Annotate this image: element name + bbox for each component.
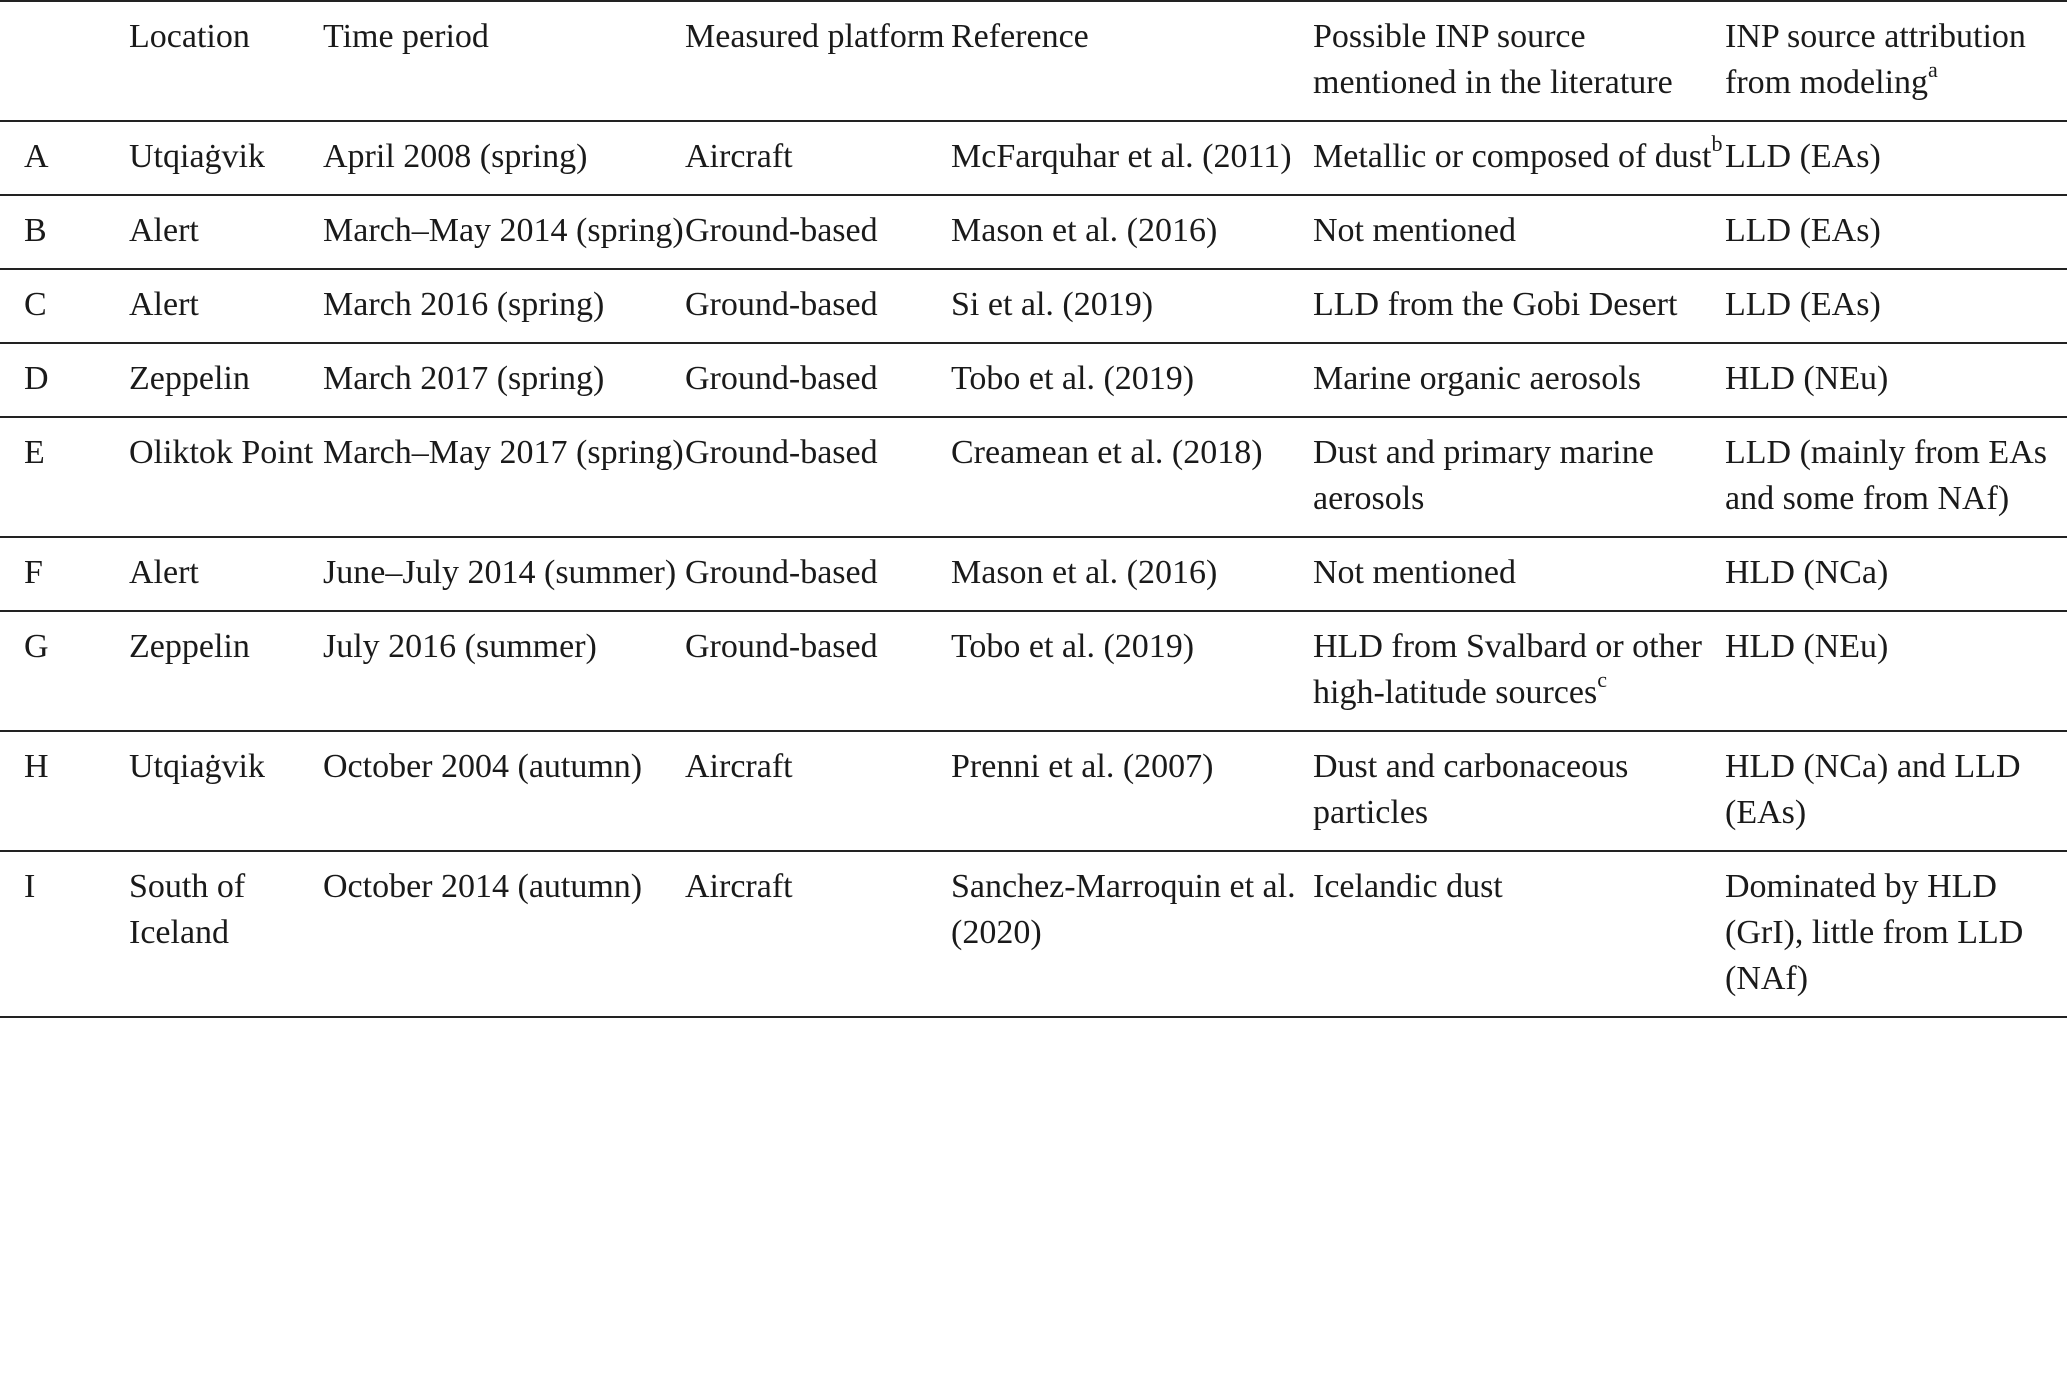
cell-platform-text: Aircraft — [685, 868, 793, 905]
cell-attribution-text: Dominated by HLD (GrI), little from LLD (NAf) — [1725, 868, 2024, 997]
cell-platform — [685, 269, 951, 343]
cell-reference — [951, 851, 1313, 1017]
table-body — [0, 121, 2067, 1017]
cell-reference — [951, 195, 1313, 269]
cell-location — [129, 731, 323, 851]
cell-id — [0, 537, 129, 611]
cell-attribution — [1725, 611, 2067, 731]
cell-attribution — [1725, 417, 2067, 537]
cell-inp-source — [1313, 851, 1725, 1017]
cell-platform — [685, 537, 951, 611]
cell-attribution-text: HLD (NEu) — [1725, 628, 1889, 665]
cell-platform-text: Ground-based — [685, 554, 878, 591]
cell-location-text: Utqiaġvik — [129, 138, 265, 175]
cell-location — [129, 121, 323, 195]
table-row — [0, 269, 2067, 343]
cell-reference-text: Si et al. (2019) — [951, 286, 1154, 323]
cell-id — [0, 611, 129, 731]
cell-id — [0, 195, 129, 269]
cell-id — [0, 731, 129, 851]
cell-location — [129, 195, 323, 269]
header-reference: Reference — [951, 1, 1313, 121]
cell-id-text: H — [24, 748, 49, 785]
cell-attribution-text: LLD (mainly from EAs and some from NAf) — [1725, 434, 2047, 517]
cell-location — [129, 611, 323, 731]
cell-reference-text: Mason et al. (2016) — [951, 554, 1218, 591]
header-time-period: Time period — [323, 1, 685, 121]
cell-location — [129, 537, 323, 611]
cell-location-text: Oliktok Point — [129, 434, 314, 471]
cell-inp-source-text: Metallic or composed of dust — [1313, 138, 1712, 175]
cell-reference-text: Tobo et al. (2019) — [951, 628, 1195, 665]
cell-reference — [951, 611, 1313, 731]
cell-time-period — [323, 611, 685, 731]
cell-platform-text: Aircraft — [685, 748, 793, 785]
cell-time-period — [323, 417, 685, 537]
cell-attribution — [1725, 537, 2067, 611]
cell-id-text: D — [24, 360, 49, 397]
cell-inp-source-footnote: c — [1597, 666, 1607, 692]
cell-location-text: Alert — [129, 554, 199, 591]
cell-location — [129, 417, 323, 537]
cell-reference — [951, 343, 1313, 417]
cell-inp-source — [1313, 611, 1725, 731]
cell-location-text: Alert — [129, 286, 199, 323]
table-row — [0, 611, 2067, 731]
cell-inp-source — [1313, 537, 1725, 611]
header-attribution-footnote: a — [1928, 56, 1938, 82]
cell-inp-source — [1313, 731, 1725, 851]
cell-id-text: A — [24, 138, 49, 175]
header-inp-source: Possible INP source mentioned in the literature — [1313, 1, 1725, 121]
cell-time-period — [323, 731, 685, 851]
cell-inp-source-footnote: b — [1711, 130, 1723, 156]
table-row — [0, 121, 2067, 195]
cell-id-text: E — [24, 434, 45, 471]
cell-reference-text: Sanchez-Marroquin et al. (2020) — [951, 868, 1296, 951]
cell-platform-text: Ground-based — [685, 286, 878, 323]
header-row — [0, 1, 2067, 121]
cell-location-text: Utqiaġvik — [129, 748, 265, 785]
cell-attribution-text: HLD (NCa) — [1725, 554, 1889, 591]
cell-time-period — [323, 851, 685, 1017]
cell-attribution-text: HLD (NEu) — [1725, 360, 1889, 397]
cell-id — [0, 269, 129, 343]
cell-platform-text: Ground-based — [685, 212, 878, 249]
cell-location-text: Alert — [129, 212, 199, 249]
cell-attribution-text: LLD (EAs) — [1725, 212, 1881, 249]
cell-id-text: G — [24, 628, 49, 665]
cell-time-period-text: July 2016 (summer) — [323, 628, 597, 665]
cell-reference-text: Tobo et al. (2019) — [951, 360, 1195, 397]
cell-time-period-text: March 2016 (spring) — [323, 286, 605, 323]
cell-inp-source-text: Marine organic aerosols — [1313, 360, 1641, 397]
cell-platform — [685, 343, 951, 417]
cell-inp-source — [1313, 121, 1725, 195]
cell-platform — [685, 195, 951, 269]
cell-platform-text: Ground-based — [685, 628, 878, 665]
cell-platform — [685, 731, 951, 851]
cell-inp-source — [1313, 417, 1725, 537]
cell-platform-text: Ground-based — [685, 434, 878, 471]
cell-inp-source-text: Not mentioned — [1313, 554, 1517, 591]
cell-attribution — [1725, 343, 2067, 417]
header-attribution-text: INP source attribution from modeling — [1725, 18, 2026, 101]
cell-reference-text: McFarquhar et al. (2011) — [951, 138, 1292, 175]
cell-inp-source — [1313, 269, 1725, 343]
cell-platform — [685, 121, 951, 195]
table-header — [0, 1, 2067, 121]
cell-id — [0, 417, 129, 537]
cell-attribution-text: LLD (EAs) — [1725, 286, 1881, 323]
cell-reference — [951, 121, 1313, 195]
table-row — [0, 537, 2067, 611]
cell-inp-source — [1313, 343, 1725, 417]
cell-time-period-text: June–July 2014 (summer) — [323, 554, 677, 591]
cell-time-period — [323, 121, 685, 195]
cell-platform — [685, 417, 951, 537]
cell-inp-source-text: Not mentioned — [1313, 212, 1517, 249]
cell-id — [0, 851, 129, 1017]
cell-reference-text: Creamean et al. (2018) — [951, 434, 1263, 471]
cell-inp-source-text: Dust and carbonaceous particles — [1313, 748, 1629, 831]
cell-id-text: F — [24, 554, 43, 591]
cell-attribution — [1725, 851, 2067, 1017]
cell-time-period-text: October 2014 (autumn) — [323, 868, 643, 905]
cell-time-period-text: April 2008 (spring) — [323, 138, 588, 175]
cell-reference-text: Prenni et al. (2007) — [951, 748, 1214, 785]
cell-inp-source — [1313, 195, 1725, 269]
cell-id — [0, 343, 129, 417]
cell-reference-text: Mason et al. (2016) — [951, 212, 1218, 249]
cell-time-period-text: March 2017 (spring) — [323, 360, 605, 397]
header-platform: Measured platform — [685, 1, 951, 121]
table-row — [0, 417, 2067, 537]
cell-inp-source-text: Icelandic dust — [1313, 868, 1503, 905]
cell-attribution — [1725, 121, 2067, 195]
cell-id-text: C — [24, 286, 47, 323]
cell-time-period — [323, 269, 685, 343]
header-attribution — [1725, 1, 2067, 121]
cell-time-period-text: October 2004 (autumn) — [323, 748, 643, 785]
cell-location-text: Zeppelin — [129, 628, 250, 665]
cell-attribution — [1725, 731, 2067, 851]
cell-inp-source-text: Dust and primary marine aerosols — [1313, 434, 1654, 517]
cell-id-text: I — [24, 868, 36, 905]
table-row — [0, 343, 2067, 417]
header-id — [0, 1, 129, 121]
cell-time-period — [323, 195, 685, 269]
cell-location — [129, 343, 323, 417]
cell-platform — [685, 851, 951, 1017]
cell-id — [0, 121, 129, 195]
cell-reference — [951, 537, 1313, 611]
cell-time-period — [323, 343, 685, 417]
cell-attribution-text: HLD (NCa) and LLD (EAs) — [1725, 748, 2021, 831]
table-row — [0, 731, 2067, 851]
cell-attribution-text: LLD (EAs) — [1725, 138, 1881, 175]
cell-time-period — [323, 537, 685, 611]
cell-platform — [685, 611, 951, 731]
cell-reference — [951, 269, 1313, 343]
cell-id-text: B — [24, 212, 47, 249]
cell-location — [129, 269, 323, 343]
cell-inp-source-text: HLD from Svalbard or other high-latitude sources — [1313, 628, 1703, 711]
cell-reference — [951, 417, 1313, 537]
cell-location — [129, 851, 323, 1017]
cell-reference — [951, 731, 1313, 851]
table-row — [0, 851, 2067, 1017]
table-row — [0, 195, 2067, 269]
cell-attribution — [1725, 269, 2067, 343]
cell-attribution — [1725, 195, 2067, 269]
header-location: Location — [129, 1, 323, 121]
cell-time-period-text: March–May 2014 (spring) — [323, 212, 684, 249]
cell-inp-source-text: LLD from the Gobi Desert — [1313, 286, 1678, 323]
cell-location-text: South of Iceland — [129, 868, 246, 951]
cell-location-text: Zeppelin — [129, 360, 250, 397]
cell-platform-text: Aircraft — [685, 138, 793, 175]
cell-platform-text: Ground-based — [685, 360, 878, 397]
cell-time-period-text: March–May 2017 (spring) — [323, 434, 684, 471]
